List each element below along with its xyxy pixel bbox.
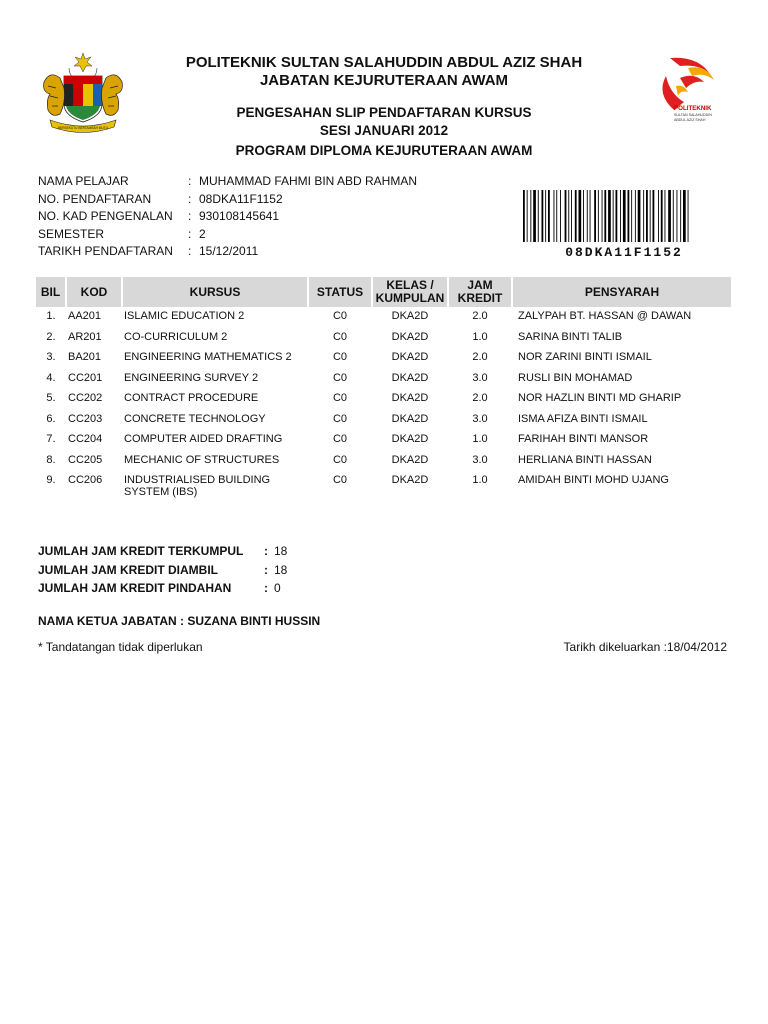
total-label: JUMLAH JAM KREDIT DIAMBIL — [38, 563, 218, 577]
barcode-bar — [571, 190, 572, 242]
cell-pensyarah: NOR HAZLIN BINTI MD GHARIP — [518, 392, 682, 404]
col-jam — [448, 277, 512, 307]
barcode-bar — [638, 190, 641, 242]
total-label: JUMLAH JAM KREDIT TERKUMPUL — [38, 544, 244, 558]
info-label: NO. PENDAFTARAN — [38, 192, 152, 206]
cell-kursus: ENGINEERING SURVEY 2 — [124, 371, 259, 384]
program-title: PROGRAM DIPLOMA KEJURUTERAAN AWAM — [235, 143, 533, 158]
cell-kursus: CO-CURRICULUM 2 — [124, 330, 228, 343]
table-header-row — [36, 277, 731, 307]
semester: 2 — [199, 227, 206, 241]
barcode-bar — [568, 190, 569, 242]
total-separator: : — [264, 563, 268, 577]
barcode-bar — [653, 190, 655, 242]
total-value: 18 — [274, 544, 288, 558]
barcode-bar — [620, 190, 621, 242]
table-row — [36, 410, 731, 431]
cell-status: C0 — [332, 310, 348, 322]
cell-kursus: INDUSTRIALISED BUILDING SYSTEM (IBS) — [124, 474, 271, 498]
cell-status: C0 — [332, 371, 348, 384]
table-row — [36, 328, 731, 349]
total-value: 0 — [274, 581, 281, 595]
cell-kelas: DKA2D — [391, 433, 429, 445]
cell-kelas: DKA2D — [391, 330, 429, 343]
barcode-bar — [665, 190, 666, 242]
registration-date: 15/12/2011 — [199, 244, 259, 258]
barcode-bar — [623, 190, 626, 242]
barcode-bar — [677, 190, 678, 242]
cell-kelas: DKA2D — [391, 392, 429, 404]
cell-kod: AA201 — [68, 310, 102, 322]
barcode-bar — [643, 190, 644, 242]
cell-status: C0 — [332, 412, 348, 425]
table-row — [36, 389, 731, 410]
head-of-department: NAMA KETUA JABATAN : SUZANA BINTI HUSSIN — [38, 614, 321, 628]
institution-title: POLITEKNIK SULTAN SALAHUDDIN ABDUL AZIZ SHAH — [185, 54, 583, 71]
barcode-bar — [594, 190, 596, 242]
barcode-bar — [613, 190, 614, 242]
total-label: JUMLAH JAM KREDIT PINDAHAN — [38, 581, 232, 595]
barcode-bar — [579, 190, 582, 242]
cell-jam: 1.0 — [472, 433, 488, 445]
cell-kelas: DKA2D — [391, 453, 429, 466]
cell-kursus: MECHANIC OF STRUCTURES — [124, 453, 280, 466]
info-label: NAMA PELAJAR — [38, 174, 129, 188]
cell-pensyarah: AMIDAH BINTI MOHD UJANG — [518, 474, 669, 486]
cell-status: C0 — [332, 392, 348, 404]
barcode-bar — [635, 190, 636, 242]
total-value: 18 — [274, 563, 288, 577]
cell-bil: 9. — [46, 474, 56, 486]
cell-kelas: DKA2D — [391, 371, 429, 384]
barcode-bar — [598, 190, 599, 242]
barcode-bar — [628, 190, 630, 242]
cell-kod: CC206 — [68, 474, 103, 486]
cell-kod: AR201 — [68, 330, 102, 343]
registration-number: 08DKA11F1152 — [199, 192, 283, 206]
info-separator: : — [188, 209, 192, 223]
info-label: SEMESTER — [38, 227, 105, 241]
col-kelas-line2: KUMPULAN — [375, 291, 445, 305]
cell-status: C0 — [332, 330, 348, 343]
barcode-bar — [604, 190, 606, 242]
total-separator: : — [264, 544, 268, 558]
barcode-bar — [533, 190, 536, 242]
table-row — [36, 430, 731, 451]
cell-bil: 5. — [46, 392, 56, 404]
table-row — [36, 348, 731, 369]
cell-pensyarah: ISMA AFIZA BINTI ISMAIL — [518, 412, 648, 425]
col-kursus: KURSUS — [122, 277, 308, 307]
logo-line1: POLITEKNIK — [674, 105, 712, 112]
barcode-bar — [575, 190, 577, 242]
info-label: NO. KAD PENGENALAN — [38, 209, 173, 223]
barcode-bar — [565, 190, 567, 242]
info-separator: : — [188, 192, 192, 206]
barcode-bar — [587, 190, 588, 242]
cell-jam: 3.0 — [472, 412, 488, 425]
barcode-bar — [680, 190, 681, 242]
barcode-bar — [538, 190, 539, 242]
cell-kod: CC204 — [68, 433, 103, 445]
info-separator: : — [188, 227, 192, 241]
barcode-bar — [583, 190, 584, 242]
cell-kursus: CONCRETE TECHNOLOGY — [124, 412, 266, 425]
col-jam-line1: JAM — [467, 278, 493, 292]
table-row — [36, 471, 731, 498]
session-title: SESI JANUARI 2012 — [319, 123, 449, 138]
barcode-bar — [668, 190, 671, 242]
cell-kursus: ENGINEERING MATHEMATICS 2 — [124, 351, 292, 363]
cell-bil: 1. — [46, 310, 56, 322]
col-kelas — [372, 277, 448, 307]
cell-jam: 1.0 — [472, 330, 488, 343]
cell-kod: CC201 — [68, 371, 103, 384]
info-label: TARIKH PENDAFTARAN — [38, 244, 173, 258]
table-row — [36, 307, 731, 328]
barcode-bar — [560, 190, 561, 242]
cell-kod: BA201 — [68, 351, 102, 363]
cell-bil: 6. — [46, 412, 56, 425]
cell-kelas: DKA2D — [391, 310, 429, 322]
table-row — [36, 369, 731, 390]
col-jam-line2: KREDIT — [457, 291, 503, 305]
barcode-icon — [521, 190, 731, 246]
col-pensyarah: PENSYARAH — [512, 277, 731, 307]
barcode-bar — [548, 190, 550, 242]
cell-bil: 3. — [46, 351, 56, 363]
cell-kod: CC205 — [68, 453, 103, 466]
cell-kelas: DKA2D — [391, 474, 429, 486]
barcode-bar — [616, 190, 618, 242]
cell-kursus: ISLAMIC EDUCATION 2 — [124, 310, 245, 322]
cell-pensyarah: HERLIANA BINTI HASSAN — [518, 453, 652, 466]
cell-jam: 2.0 — [472, 351, 488, 363]
cell-bil: 4. — [46, 371, 56, 384]
signature-note: * Tandatangan tidak diperlukan — [38, 640, 203, 654]
cell-kelas: DKA2D — [391, 351, 429, 363]
cell-kelas: DKA2D — [391, 412, 429, 425]
cell-jam: 3.0 — [472, 371, 488, 384]
cell-status: C0 — [332, 433, 348, 445]
table-row — [36, 451, 731, 472]
department-title: JABATAN KEJURUTERAAN AWAM — [259, 72, 509, 89]
cell-pensyarah: SARINA BINTI TALIB — [518, 330, 623, 343]
barcode-bar — [530, 190, 531, 242]
cell-jam: 2.0 — [472, 310, 488, 322]
logo-line3: ABDUL AZIZ SHAH — [674, 118, 706, 122]
col-status: STATUS — [308, 277, 372, 307]
cell-status: C0 — [332, 351, 348, 363]
cell-pensyarah: FARIHAH BINTI MANSOR — [518, 433, 649, 445]
cell-bil: 7. — [46, 433, 56, 445]
cell-pensyarah: ZALYPAH BT. HASSAN @ DAWAN — [518, 310, 692, 322]
barcode-bar — [658, 190, 659, 242]
total-separator: : — [264, 581, 268, 595]
ic-number: 930108145641 — [199, 209, 280, 223]
student-name: MUHAMMAD FAHMI BIN ABD RAHMAN — [199, 174, 418, 188]
logo-line2: SULTAN SALAHUDDIN — [674, 113, 712, 117]
cell-bil: 8. — [46, 453, 56, 466]
document-title: PENGESAHAN SLIP PENDAFTARAN KURSUS — [236, 105, 532, 120]
barcode-bar — [673, 190, 674, 242]
cell-kursus: CONTRACT PROCEDURE — [124, 392, 259, 404]
barcode-text: 08DKA11F1152 — [565, 245, 683, 260]
crest-ribbon-text: BERSEKUTU BERTAMBAH MUTU — [57, 126, 109, 130]
barcode-bar — [527, 190, 528, 242]
cell-bil: 2. — [46, 330, 56, 343]
col-kod: KOD — [66, 277, 122, 307]
barcode-bar — [554, 190, 555, 242]
cell-kod: CC203 — [68, 412, 103, 425]
col-kelas-line1: KELAS / — [386, 278, 434, 292]
barcode-bar — [542, 190, 544, 242]
cell-pensyarah: RUSLI BIN MOHAMAD — [518, 371, 633, 384]
barcode-bar — [631, 190, 632, 242]
course-table — [36, 277, 731, 498]
barcode-bar — [688, 190, 689, 242]
barcode-bar — [590, 190, 591, 242]
barcode-bar — [683, 190, 686, 242]
barcode-bar — [608, 190, 611, 242]
issued-date: Tarikh dikeluarkan :18/04/2012 — [563, 640, 727, 654]
barcode-bar — [650, 190, 651, 242]
barcode-bar — [545, 190, 546, 242]
cell-status: C0 — [332, 474, 348, 486]
cell-jam: 3.0 — [472, 453, 488, 466]
cell-jam: 1.0 — [472, 474, 488, 486]
cell-jam: 2.0 — [472, 392, 488, 404]
barcode-bar — [646, 190, 648, 242]
cell-kod: CC202 — [68, 392, 103, 404]
info-separator: : — [188, 174, 192, 188]
cell-status: C0 — [332, 453, 348, 466]
barcode-bar — [523, 190, 525, 242]
barcode-bar — [661, 190, 663, 242]
cell-kursus: COMPUTER AIDED DRAFTING — [124, 433, 283, 445]
politeknik-logo-icon — [650, 50, 726, 136]
info-separator: : — [188, 244, 192, 258]
barcode-bar — [556, 190, 557, 242]
cell-pensyarah: NOR ZARINI BINTI ISMAIL — [518, 351, 652, 363]
barcode-bar — [602, 190, 603, 242]
col-bil: BIL — [36, 277, 66, 307]
